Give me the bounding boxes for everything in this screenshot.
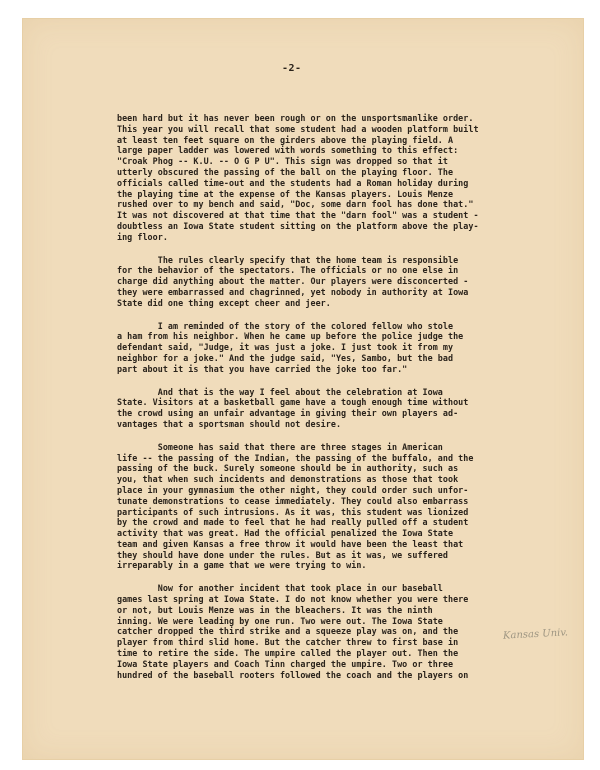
text-line: for the behavior of the spectators. The officials or no one else in: [117, 265, 459, 276]
text-line: I am reminded of the story of the colored fellow who stole: [117, 320, 454, 331]
paragraph-2: [117, 255, 527, 309]
text-line: And that is the way I feel about the celebration at Iowa: [117, 386, 443, 397]
paragraph-5: [117, 442, 527, 572]
paragraph-1: [117, 113, 527, 243]
text-line: irreparably in a game that we were trying to win.: [117, 560, 367, 571]
text-line: State. Visitors at a basketball game have a tough enough time without: [117, 397, 469, 408]
text-line: Now for another incident that took place in our baseball: [117, 583, 443, 594]
text-line: at least ten feet square on the girders above the playing field. A: [117, 134, 454, 145]
text-line: part about it is that you have carried the joke too far.": [117, 363, 408, 374]
text-line: place in your gymnasium the other night, they could order such unfor-: [117, 484, 469, 495]
page-number: -2-: [282, 63, 302, 74]
text-line: life -- the passing of the Indian, the passing of the buffalo, and the: [117, 452, 474, 463]
text-line: passing of the buck. Surely someone should be in authority, such as: [117, 463, 459, 474]
text-line: inning. We were leading by one run. Two were out. The Iowa State: [117, 615, 443, 626]
text-line: hundred of the baseball rooters followed the coach and the players on: [117, 669, 469, 680]
text-line: doubtless an Iowa State student sitting on the platform above the play-: [117, 220, 479, 231]
text-line: ing floor.: [117, 231, 168, 242]
text-line: team and given Kansas a free throw it would have been the least that: [117, 538, 464, 549]
text-line: The rules clearly specify that the home team is responsible: [117, 254, 459, 265]
text-line: officials called time-out and the students had a Roman holiday during: [117, 177, 469, 188]
text-line: "Croak Phog -- K.U. -- O G P U". This sign was dropped so that it: [117, 156, 448, 167]
text-line: they should have done under the rules. But as it was, we suffered: [117, 549, 448, 560]
text-line: games last spring at Iowa State. I do not know whether you were there: [117, 594, 469, 605]
letter-body: [117, 113, 527, 692]
text-line: catcher dropped the third strike and a squeeze play was on, and the: [117, 626, 459, 637]
text-line: neighbor for a joke." And the judge said, "Yes, Sambo, but the bad: [117, 352, 454, 363]
text-line: they were embarrassed and chagrinned, yet nobody in authority at Iowa: [117, 286, 469, 297]
text-line: It was not discovered at that time that the "darn fool" was a student -: [117, 210, 479, 221]
paragraph-6: [117, 583, 527, 680]
text-line: time to retire the side. The umpire called the player out. Then the: [117, 648, 459, 659]
text-line: player from third slid home. But the catcher threw to first base in: [117, 637, 459, 648]
text-line: participants of such intrusions. As it was, this student was lionized: [117, 506, 469, 517]
text-line: the playing time at the expense of the Kansas players. Louis Menze: [117, 188, 454, 199]
handwritten-margin-note: Kansas Univ.: [502, 627, 569, 642]
text-line: State did one thing except cheer and jeer.: [117, 297, 331, 308]
text-line: the crowd using an unfair advantage in giving their own players ad-: [117, 408, 459, 419]
text-line: a ham from his neighbor. When he came up before the police judge the: [117, 331, 464, 342]
text-line: Iowa State players and Coach Tinn charged the umpire. Two or three: [117, 658, 454, 669]
text-line: Someone has said that there are three stages in American: [117, 441, 443, 452]
paragraph-4: [117, 387, 527, 430]
text-line: or not, but Louis Menze was in the bleachers. It was the ninth: [117, 604, 433, 615]
text-line: utterly obscured the passing of the ball on the playing floor. The: [117, 166, 454, 177]
text-line: been hard but it has never been rough or on the unsportsmanlike order.: [117, 113, 474, 123]
text-line: you, that when such incidents and demonstrations as those that took: [117, 474, 459, 485]
text-line: large paper ladder was lowered with words something to this effect:: [117, 145, 459, 156]
text-line: tunate demonstrations to cease immediately. They could also embarrass: [117, 495, 469, 506]
text-line: This year you will recall that some student had a wooden platform built: [117, 123, 479, 134]
text-line: rushed over to my bench and said, "Doc, some darn fool has done that.": [117, 199, 474, 210]
text-line: activity that was great. Had the official penalized the Iowa State: [117, 528, 454, 539]
text-line: charge did anything about the matter. Our players were disconcerted -: [117, 276, 469, 287]
text-line: by the crowd and made to feel that he had really pulled off a student: [117, 517, 469, 528]
text-line: defendant said, "Judge, it was just a joke. I just took it from my: [117, 342, 454, 353]
text-line: vantages that a sportsman should not desire.: [117, 418, 342, 429]
paragraph-3: [117, 321, 527, 375]
